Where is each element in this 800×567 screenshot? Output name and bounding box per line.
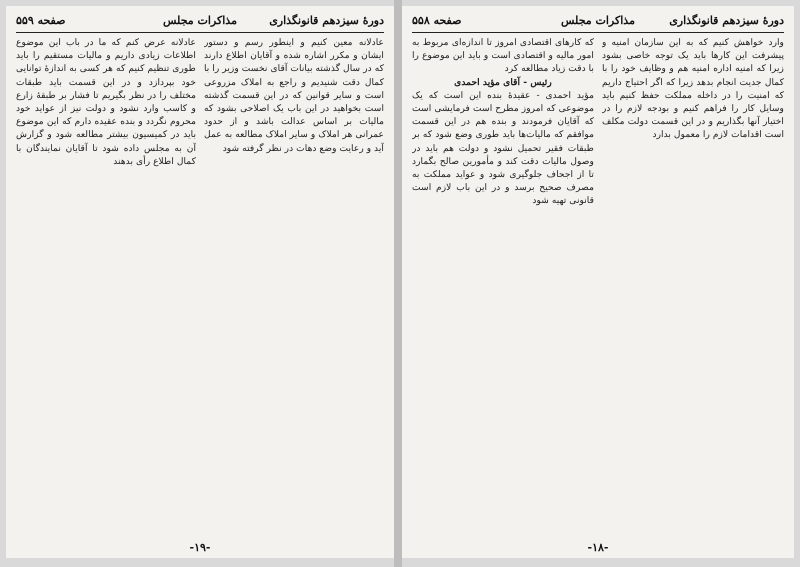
right-page-header <box>412 12 784 34</box>
right-page-footer: -۱۸- <box>587 541 609 554</box>
left-text-columns <box>16 36 384 536</box>
left-header-title: دورهٔ سیزدهم قانونگذاری <box>269 14 384 27</box>
left-column-1 <box>204 36 384 536</box>
right-column-2-body: مؤید احمدی - عقیدهٔ بنده این است که یک موضوعی که امروز مطرح است فرمایشی است که آقایان فرمودند و بنده هم در این قسمت موافقم که مالیات‌ها باید طوری وضع شود که بر طبقات فقیر تحمیل نشود و دولت هم باید در وصول مالیات دقت کند و مأمورین صالح بگمارد تا از اجحاف جلوگیری شود و عواید مملکت به مصرف صحیح برسد و در این باب لازم است قانونی تهیه شود <box>412 89 594 207</box>
book-gutter <box>394 0 402 567</box>
left-page <box>6 6 394 558</box>
left-page-number: صفحه ۵۵۹ <box>16 14 66 27</box>
right-header-subtitle: مذاکرات مجلس <box>561 14 635 27</box>
left-header-subtitle: مذاکرات مجلس <box>163 14 237 27</box>
right-page-number: صفحه ۵۵۸ <box>412 14 462 27</box>
right-column-1-text: وارد خواهش کنیم که به این سازمان امنیه و پیشرفت این کارها باید یک توجه خاصی بشود زیرا که امنیه اداره امنیه هم و وظایف خود را با کمال جدیت انجام بدهد زیرا که اگر احتیاج داریم که امنیت را در داخله مملکت حفظ کنیم باید وسایل کار را فراهم کنیم و بودجه لازم را در اختیار آنها بگذاریم و در این قسمت دولت مکلف است اقدامات لازم را معمول بدارد <box>602 37 784 141</box>
left-header-rule <box>16 32 384 33</box>
right-page <box>402 6 794 558</box>
speaker-heading: رئیس - آقای مؤید احمدی <box>454 76 552 88</box>
left-column-2 <box>16 36 196 536</box>
right-header-title: دورهٔ سیزدهم قانونگذاری <box>669 14 784 27</box>
left-column-2-text: عادلانه عرض کنم که ما در باب این موضوع اطلاعات زیادی داریم و مالیات مستقیم را باید طوری تنظیم کنیم که هر کسی به اندازهٔ توانایی خود بپردازد و در این قسمت باید طبقات مختلف را در نظر بگیریم تا فشار بر طبقهٔ زارع و کاسب وارد نشود و دولت نیز از عواید خود محروم نگردد و بنده عقیده دارم که این موضوع باید در کمیسیون بیشتر مطالعه شود و گزارش آن به مجلس داده شود تا آقایان نمایندگان با کمال اطلاع رأی بدهند <box>16 37 196 167</box>
right-column-2-intro: که کارهای اقتصادی امروز تا اندازه‌ای مربوط به امور مالیه و اقتصادی است و باید این موضوع را با دقت زیاد مطالعه کرد <box>412 37 594 75</box>
right-header-rule <box>412 32 784 33</box>
left-page-header <box>16 12 384 34</box>
right-column-2 <box>412 36 594 536</box>
left-page-footer: -۱۹- <box>189 541 211 554</box>
right-text-columns <box>412 36 784 536</box>
left-column-1-text: عادلانه معین کنیم و اینطور رسم و دستور ایشان و مکرر اشاره شده و آقایان اطلاع دارند که در سال گذشته بیانات آقای نخست وزیر را با کمال دقت شنیدیم و راجع به املاک مزروعی است و سایر قوانین که در این قسمت گذشته است بخواهید در این باب یک اصلاحی بشود که مالیات بر اساس عدالت باشد و از حدود عمرانی هر املاک و سایر املاک مطالعه به عمل آید و رعایت وضع دهات در نظر گرفته شود <box>204 37 384 154</box>
right-column-1 <box>602 36 784 536</box>
